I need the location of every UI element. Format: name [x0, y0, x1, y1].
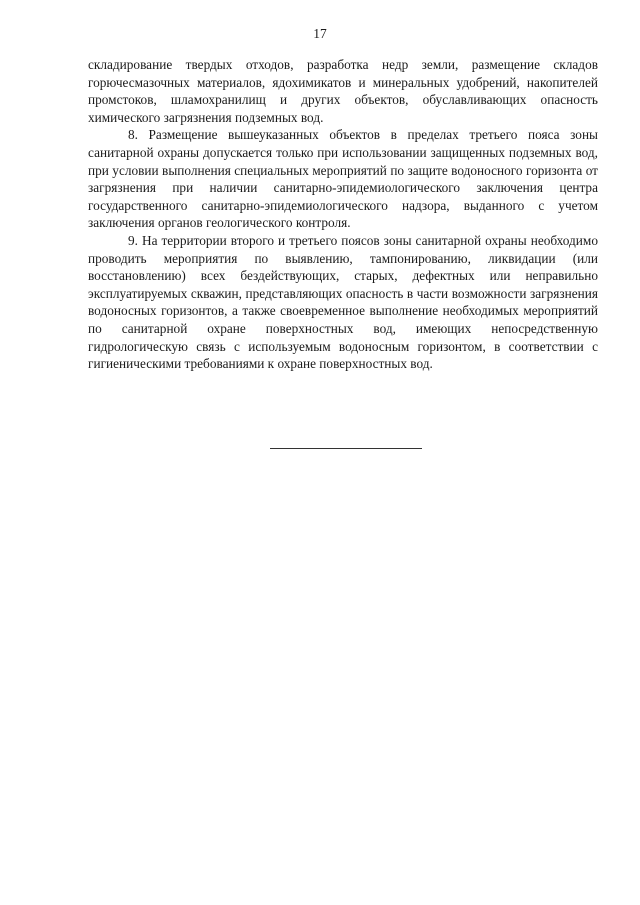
- paragraph-continuation: складирование твердых отходов, разработка недр земли, размещение складов горючесмазочных материалов, ядохимикатов и минеральных удобрений, накопителей промстоков, шламохранилищ и других объектов, обуславливающих опасность химического загрязнения подземных вод.: [88, 57, 598, 125]
- document-body: [88, 56, 598, 373]
- page-number: 17: [313, 26, 327, 41]
- paragraph-item-9: 9. На территории второго и третьего поясов зоны санитарной охраны необходимо проводить мероприятия по выявлению, тампонированию, ликвидации (или восстановлению) всех бездействующих, старых, дефектных или неправильно эксплуатируемых скважин, представляющих опасность в части возможности загрязнения водоносных горизонтов, а также своевременное выполнение необходимых мероприятий по санитарной охране поверхностных вод, имеющих непосредственную гидрологическую связь с используемым водоносным горизонтом, в соответствии с гигиеническими требованиями к охране поверхностных вод.: [88, 232, 598, 372]
- end-divider-line: [270, 448, 422, 449]
- paragraph-item-8: 8. Размещение вышеуказанных объектов в пределах третьего пояса зоны санитарной охраны допускается только при использовании защищенных подземных вод, при условии выполнения специальных мероприятий по защите водоносного горизонта от загрязнения при наличии санитарно-эпидемиологического заключения центра государственного санитарно-эпидемиологического надзора, выданного с учетом заключения органов геологического контроля.: [88, 127, 598, 231]
